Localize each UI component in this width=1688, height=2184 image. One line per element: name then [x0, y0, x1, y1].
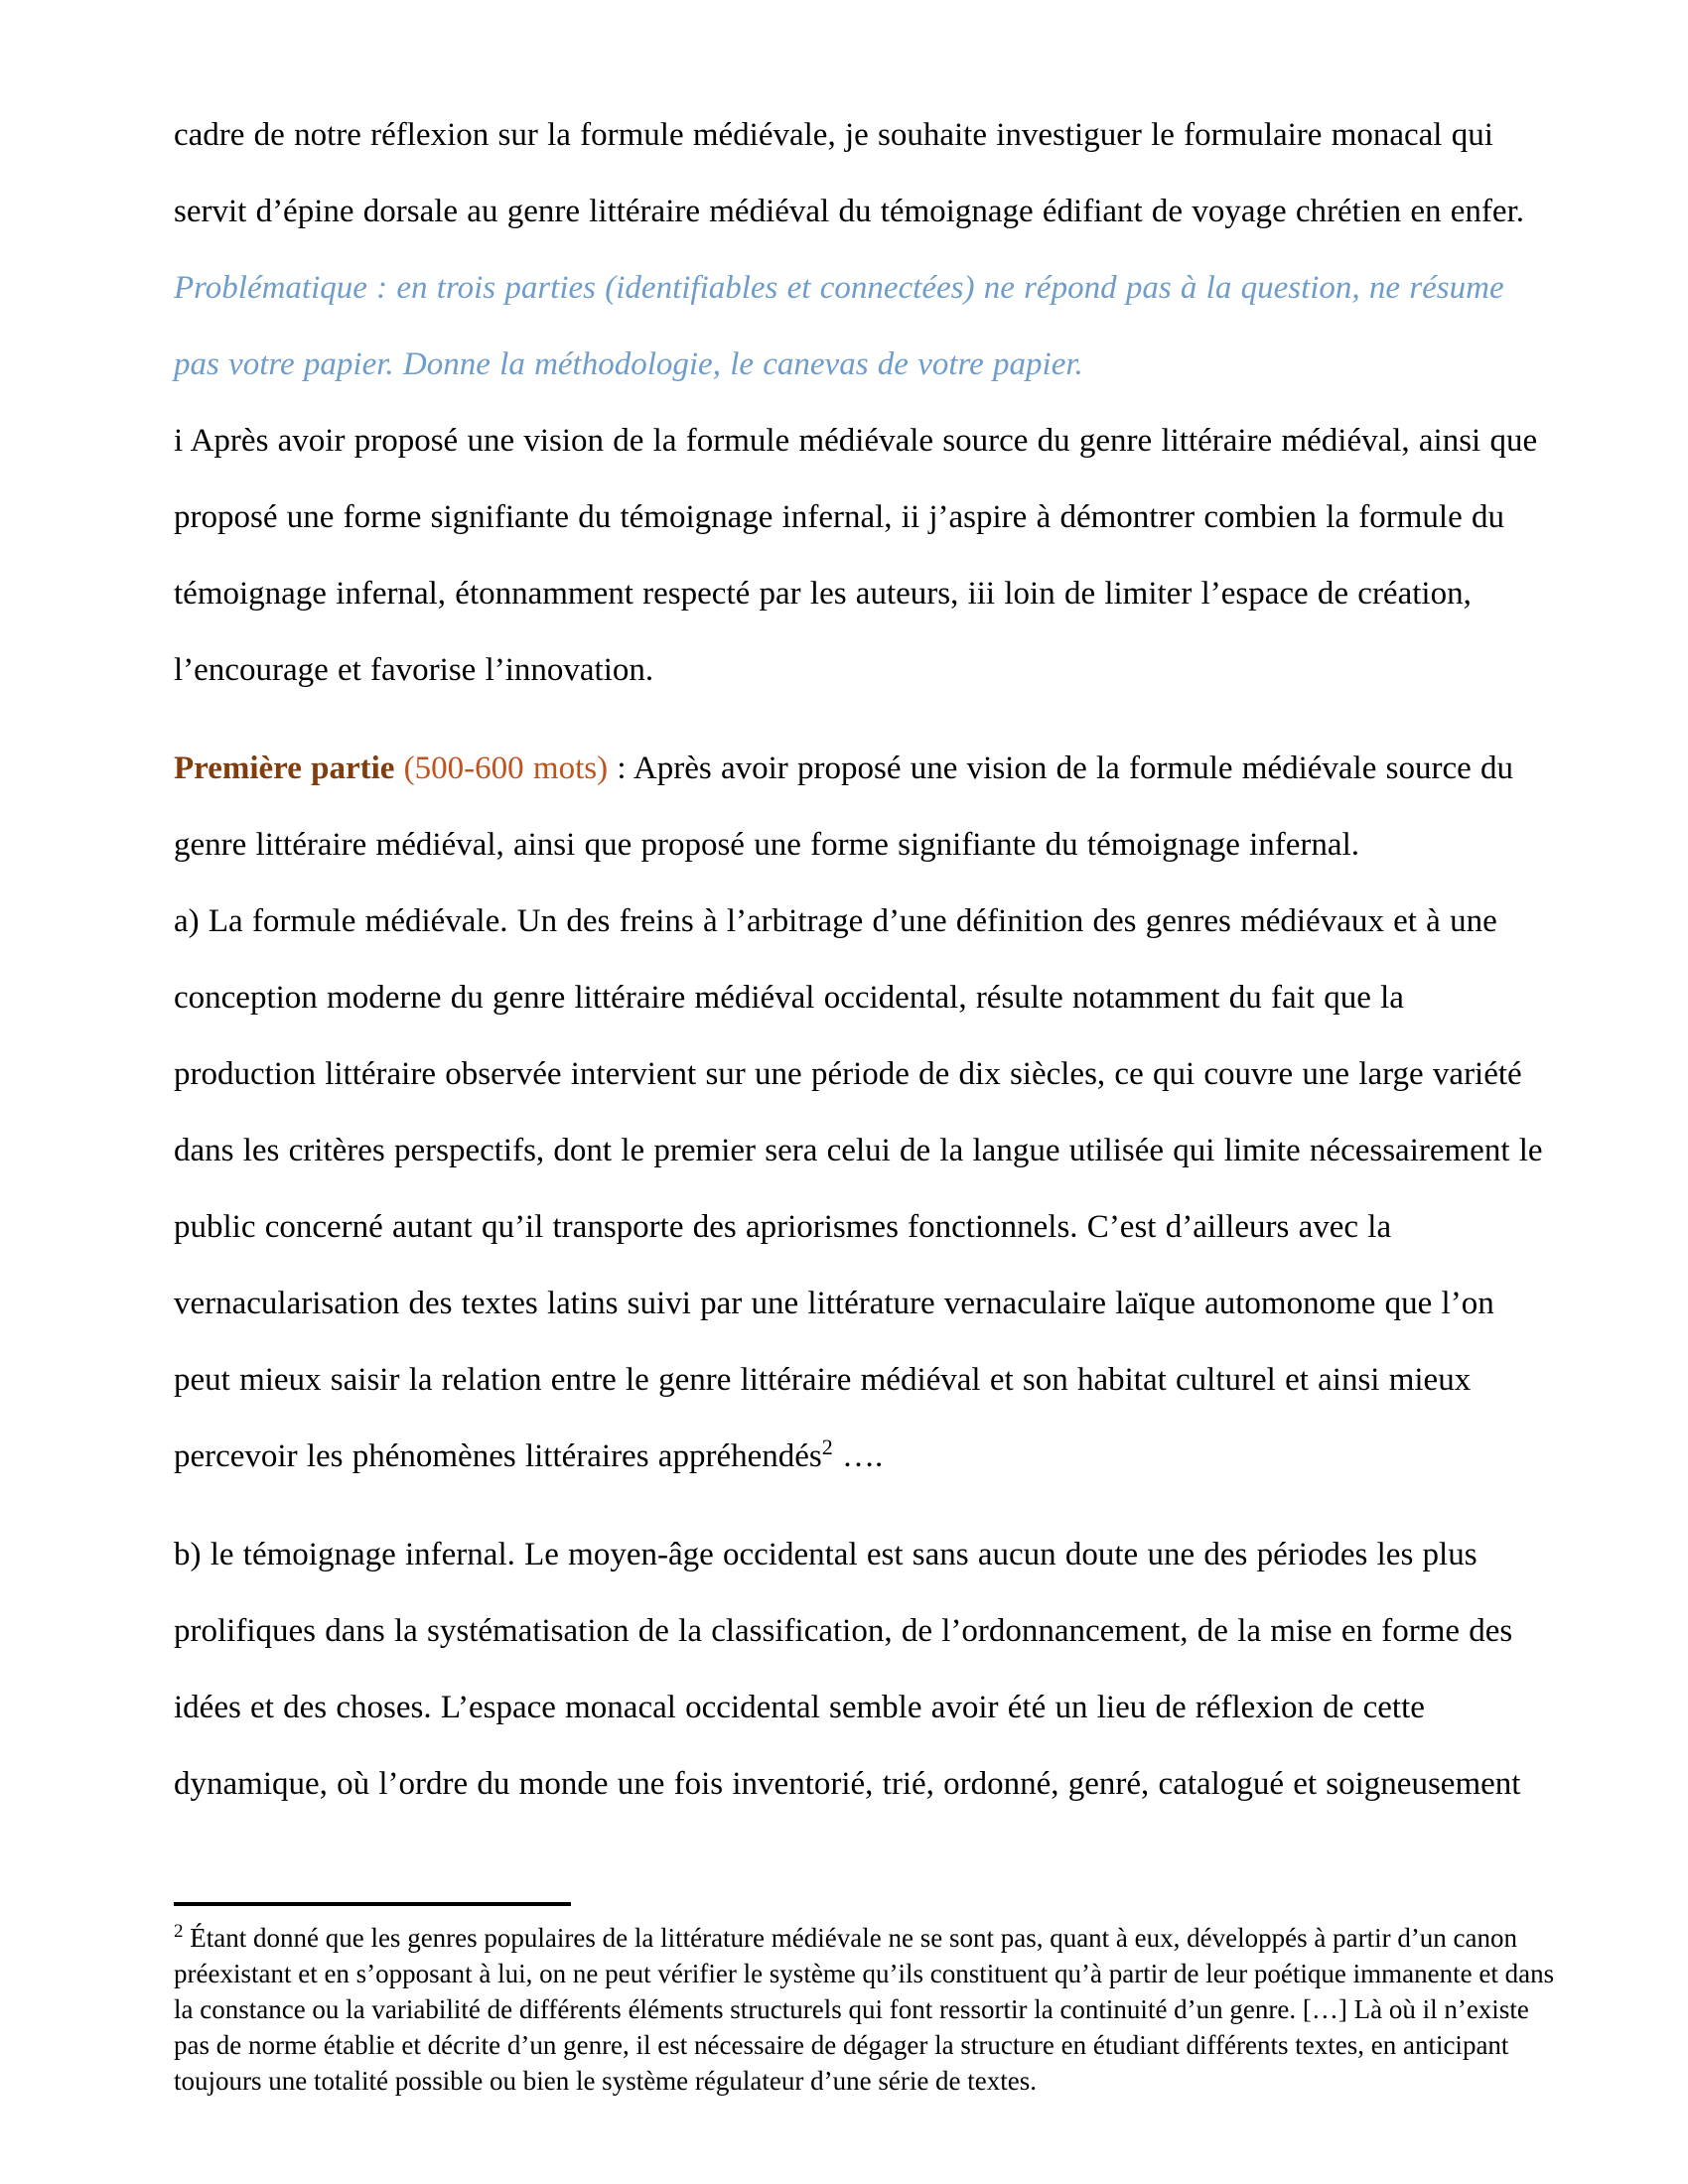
- text-segment-orange: (500-600 mots): [403, 751, 609, 786]
- text-segment-body: i Après avoir proposé une vision de la formule médiévale source du genre littéraire médiéval, ainsi que proposé une forme signifiante du témoignage infernal, ii j’aspire à démontrer combien la formule du témoignage infernal, étonnamment respecté par les auteurs, iii loin de limiter l’espace de création, l’encourage et favorise l’innovation.: [174, 423, 1538, 688]
- text-segment-body: a) La formule médiévale. Un des freins à l’arbitrage d’une définition des genres médiévaux et à une conception moderne du genre littéraire médiéval occidental, résulte notamment du fait que la production littéraire observée intervient sur une période de dix siècles, ce qui couvre une large variété dans les critères perspectifs, dont le premier sera celui de la langue utilisée qui limite nécessairement le public concerné autant qu’il transporte des apriorismes fonctionnels. C’est d’ailleurs avec la vernacularisation des textes latins suivi par une littérature vernaculaire laïque automonome que l’on peut mieux saisir la relation entre le genre littéraire médiéval et son habitat culturel et ainsi mieux percevoir les phénomènes littéraires appréhendés: [174, 903, 1543, 1474]
- text-segment-body: cadre de notre réflexion sur la formule médiévale, je souhaite investiguer le formulaire monacal qui servit d’épine dorsale au genre littéraire médiéval du témoignage édifiant de voyage chrétien en enfer.: [174, 117, 1524, 229]
- footnote-marker: 2: [174, 1921, 184, 1942]
- paragraph-intro: [174, 97, 1552, 250]
- text-segment-body: b) le témoignage infernal. Le moyen-âge occidental est sans aucun doute une des périodes les plus prolifiques dans la systématisation de la classification, de l’ordonnancement, de la mise en forme des idées et des choses. L’espace monacal occidental semble avoir été un lieu de réflexion de cette dynamique, où l’ordre du monde une fois inventorié, trié, ordonné, genré, catalogué et soigneusement: [174, 1537, 1521, 1802]
- text-segment-blue-italic: Problématique : en trois parties (identifiables et connectées) ne répond pas à la question, ne résume pas votre papier. Donne la méthodologie, le canevas de votre papier.: [174, 270, 1504, 382]
- text-segment-body: : Après avoir proposé une vision de la formule médiévale source du genre littéraire médiéval, ainsi que proposé une forme signifiante du témoignage infernal.: [174, 751, 1513, 863]
- footnote-body: Étant donné que les genres populaires de la littérature médiévale ne se sont pas, quant à eux, développés à partir d’un canon préexistant et en s’opposant à lui, on ne peut vérifier le système qu’ils constituent qu’à partir de leur poétique immanente et dans la constance ou la variabilité de différents éléments structurels qui font ressortir la continuité d’un genre. […] Là où il n’existe pas de norme établie et décrite d’un genre, il est nécessaire de dégager la structure en étudiant différents textes, en anticipant toujours une totalité possible ou bien le système régulateur d’une série de textes.: [174, 1923, 1555, 2096]
- text-segment-brown-bold: Première partie: [174, 751, 404, 786]
- paragraph-problematique-annotation: [174, 250, 1552, 403]
- paragraph-outline: [174, 403, 1552, 709]
- paragraph-point-a: [174, 884, 1552, 1495]
- footnote-separator-line: [174, 1902, 571, 1906]
- text-segment-body: ….: [832, 1438, 884, 1474]
- footnote: [174, 1902, 1564, 2099]
- footnote-reference-mark: 2: [821, 1434, 833, 1459]
- paragraph-point-b: [174, 1517, 1552, 1823]
- footnote-text: [174, 1920, 1564, 2099]
- paragraph-premiere-partie: [174, 731, 1552, 884]
- document-body: [174, 97, 1552, 1823]
